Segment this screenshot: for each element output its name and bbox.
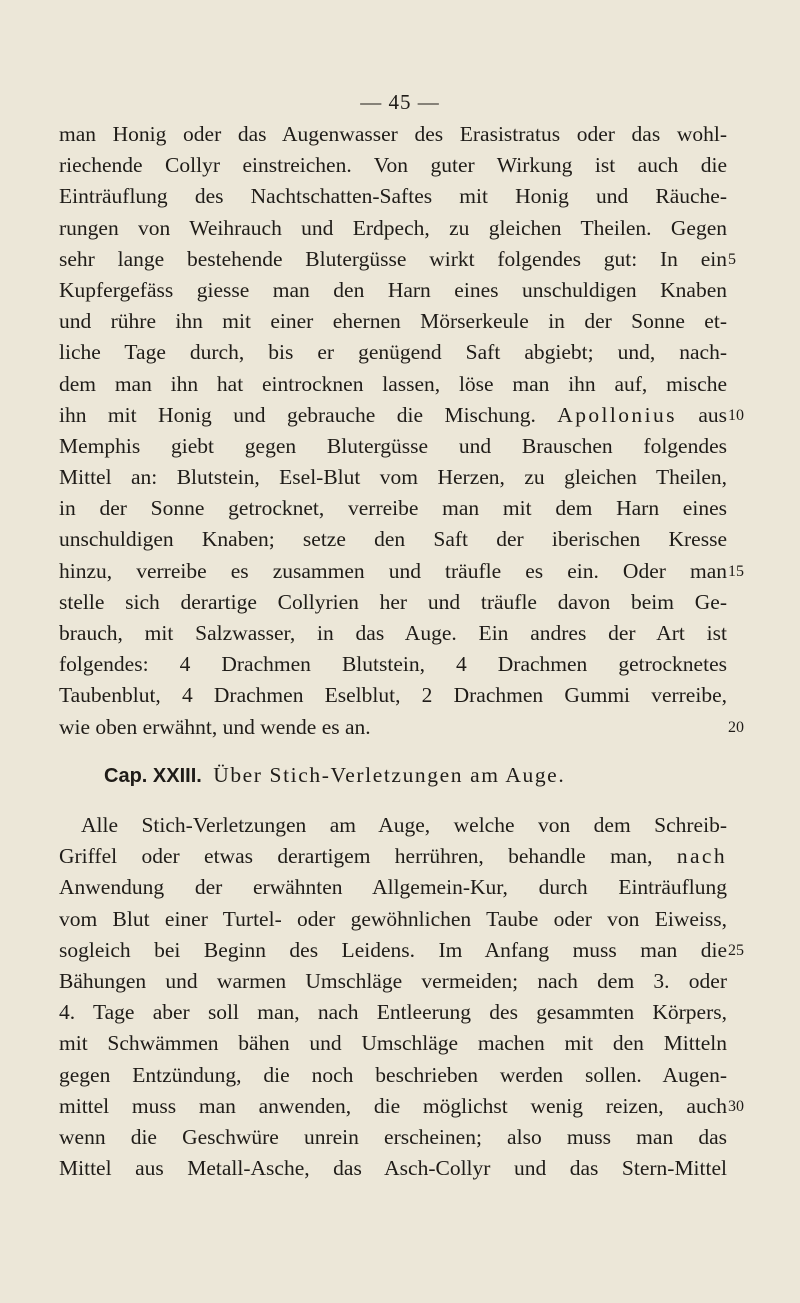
text-line: gegen Entzündung, die noch beschrieben werden sollen. Augen- [59, 1062, 727, 1087]
text-line: folgendes: 4 Drachmen Blutstein, 4 Drachmen getrocknetes [59, 652, 727, 677]
text-line: hinzu, verreibe es zusammen und träufle es ein. Oder man [59, 558, 727, 583]
spaced-word: nach [676, 844, 728, 869]
spaced-name: Apollonius [557, 402, 677, 427]
text-line: Taubenblut, 4 Drachmen Eselblut, 2 Drachmen Gummi verreibe, [59, 683, 727, 708]
text-line: man Honig oder das Augenwasser des Erasistratus oder das wohl- [59, 122, 727, 146]
chapter-number: Cap. XXIII. [104, 765, 202, 787]
text-line: und rühre ihn mit einer ehernen Mörserkeule in der Sonne et- [59, 309, 727, 334]
text-line: mittel muss man anwenden, die möglichst wenig reizen, auch [59, 1093, 727, 1118]
text-line: stelle sich derartige Collyrien her und träufle davon beim Ge- [59, 589, 727, 614]
text-line: Einträuflung des Nachtschatten-Saftes mit Honig und Räuche- [59, 184, 727, 209]
text-line: in der Sonne getrocknet, verreibe man mit dem Harn eines [59, 496, 727, 521]
margin-line-number: 5 [728, 251, 736, 268]
text-line [59, 841, 727, 872]
text-line: rungen von Weihrauch und Erdpech, zu gleichen Theilen. Gegen [59, 215, 727, 240]
text-line: sehr lange bestehende Blutergüsse wirkt folgendes gut: In ein [59, 246, 727, 271]
text-line: Alle Stich-Verletzungen am Auge, welche von dem Schreib- [81, 813, 727, 837]
margin-line-number: 15 [728, 563, 744, 580]
text-line: vom Blut einer Turtel- oder gewöhnlichen Taube oder von Eiweiss, [59, 906, 727, 931]
text-line: Mittel an: Blutstein, Esel-Blut vom Herzen, zu gleichen Theilen, [59, 465, 727, 490]
text-line: mit Schwämmen bähen und Umschläge machen mit den Mitteln [59, 1031, 727, 1056]
text-line [59, 400, 727, 431]
text-line: wie oben erwähnt, und wende es an. [59, 714, 371, 739]
text-line: 4. Tage aber soll man, nach Entleerung des gesammten Körpers, [59, 1000, 727, 1025]
text-line: Anwendung der erwähnten Allgemein-Kur, durch Einträuflung [59, 875, 727, 900]
chapter-heading [104, 763, 565, 788]
text-line: Memphis giebt gegen Blutergüsse und Brauschen folgendes [59, 433, 727, 458]
text-line: Mittel aus Metall-Asche, das Asch-Collyr und das Stern-Mittel [59, 1156, 727, 1181]
text-line: sogleich bei Beginn des Leidens. Im Anfang muss man die [59, 937, 727, 962]
margin-line-number: 10 [728, 407, 744, 424]
paragraph-1 [59, 119, 727, 743]
margin-line-number: 30 [728, 1098, 744, 1115]
text-segment: ihn mit Honig und gebrauche die Mischung. [59, 402, 536, 427]
margin-line-number: 25 [728, 942, 744, 959]
text-line: brauch, mit Salzwasser, in das Auge. Ein andres der Art ist [59, 621, 727, 645]
text-line: dem man ihn hat eintrocknen lassen, löse man ihn auf, mische [59, 371, 727, 396]
text-line: unschuldigen Knaben; setze den Saft der iberischen Kresse [59, 527, 727, 552]
page-number: — 45 — [360, 90, 440, 114]
text-line: wenn die Geschwüre unrein erscheinen; also muss man das [59, 1124, 727, 1149]
paragraph-2 [59, 810, 727, 1184]
chapter-title: Über Stich-Verletzungen am Auge. [213, 763, 566, 787]
text-segment: Griffel oder etwas derartigem herrühren, behandle man, [59, 844, 653, 869]
text-line: Kupfergefäss giesse man den Harn eines unschuldigen Knaben [59, 277, 727, 302]
text-line: riechende Collyr einstreichen. Von guter Wirkung ist auch die [59, 153, 727, 178]
margin-line-number: 20 [728, 719, 744, 736]
text-line: Bähungen und warmen Umschläge vermeiden; nach dem 3. oder [59, 968, 727, 993]
text-line: liche Tage durch, bis er genügend Saft abgiebt; und, nach- [59, 340, 727, 365]
text-segment: aus [698, 402, 727, 427]
